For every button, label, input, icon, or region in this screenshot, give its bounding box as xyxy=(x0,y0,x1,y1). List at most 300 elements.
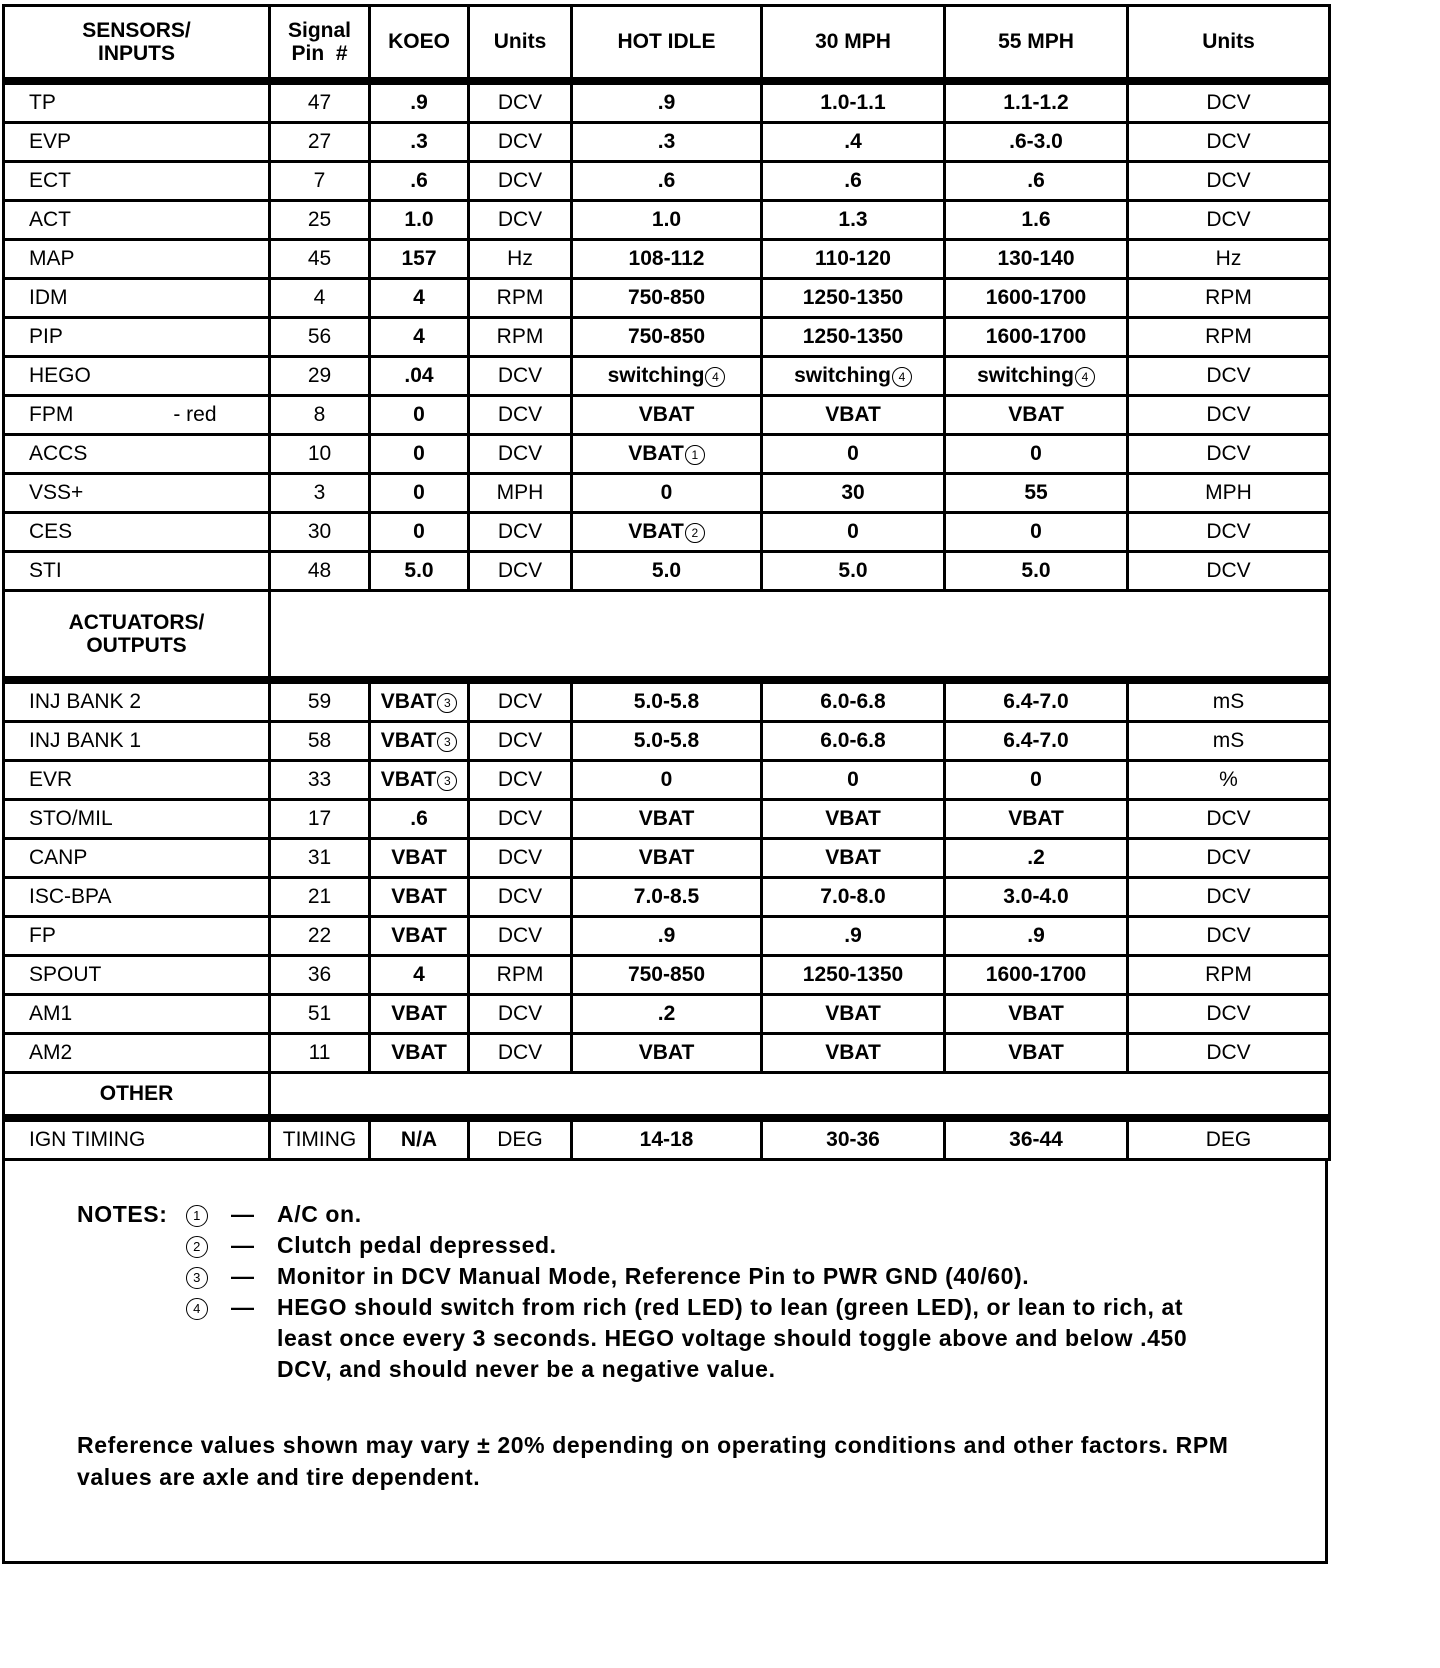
hot-idle-value-value: 0 xyxy=(660,768,673,792)
mph-30-value-value: 1250-1350 xyxy=(802,325,904,349)
units-2 xyxy=(1128,357,1330,396)
notes-heading-spacer xyxy=(77,1230,185,1261)
signal-pin-value: 4 xyxy=(313,286,326,310)
units xyxy=(469,396,572,435)
note-dash: — xyxy=(231,1201,255,1227)
note-text: Clutch pedal depressed. xyxy=(277,1232,557,1258)
mph-30-value xyxy=(762,81,945,123)
sensor-row xyxy=(4,240,1330,279)
mph-55-value xyxy=(945,81,1128,123)
hot-idle-value xyxy=(572,201,762,240)
mph-30-value xyxy=(762,800,945,839)
units-2 xyxy=(1128,917,1330,956)
units-value: DCV xyxy=(497,403,543,427)
signal-name-value: CES xyxy=(29,520,73,544)
mph-55-value-value: 0 xyxy=(1030,768,1042,792)
units-value: DCV xyxy=(497,690,543,714)
mph-30-value-value: 1250-1350 xyxy=(802,286,904,310)
hot-idle-value-value: switching xyxy=(607,364,705,388)
mph-55-value xyxy=(945,240,1128,279)
hot-idle-value xyxy=(572,162,762,201)
mph-55-value xyxy=(945,839,1128,878)
units-value: DCV xyxy=(497,846,543,870)
sensor-row xyxy=(4,552,1330,591)
header-signal-pin: Signal Pin # xyxy=(270,6,370,82)
hot-idle-value-value: 5.0 xyxy=(651,559,682,583)
units-value: DCV xyxy=(497,729,543,753)
mph-55-value xyxy=(945,800,1128,839)
mph-55-value-value: 0 xyxy=(1030,520,1042,544)
signal-pin-value: 56 xyxy=(307,325,332,349)
hot-idle-value xyxy=(572,800,762,839)
mph-30-value xyxy=(762,474,945,513)
mph-30-value xyxy=(762,201,945,240)
signal-pin xyxy=(270,435,370,474)
koeo-value-value: 4 xyxy=(413,963,425,987)
header-sensors-inputs: SENSORS/ INPUTS xyxy=(4,6,270,82)
hot-idle-value-value: VBAT xyxy=(628,442,684,466)
signal-name xyxy=(4,1118,270,1160)
signal-pin xyxy=(270,201,370,240)
signal-pin-value: 31 xyxy=(307,846,332,870)
sensor-rows xyxy=(4,81,1330,591)
units-2 xyxy=(1128,162,1330,201)
signal-pin-value: 7 xyxy=(313,169,326,193)
mph-30-value xyxy=(762,240,945,279)
wire-color-label: - red xyxy=(173,403,217,427)
note-item xyxy=(77,1199,1237,1230)
signal-pin-value: 51 xyxy=(307,1002,332,1026)
signal-pin-value: 59 xyxy=(307,690,332,714)
koeo-value xyxy=(370,552,469,591)
koeo-value-value: 4 xyxy=(413,325,425,349)
note-dash: — xyxy=(231,1294,255,1320)
signal-pin xyxy=(270,800,370,839)
signal-pin xyxy=(270,396,370,435)
note-text: Monitor in DCV Manual Mode, Reference Pin to PWR GND (40/60). xyxy=(277,1263,1030,1289)
hot-idle-value xyxy=(572,680,762,722)
units xyxy=(469,435,572,474)
mph-55-value xyxy=(945,435,1128,474)
units xyxy=(469,552,572,591)
mph-30-value xyxy=(762,680,945,722)
units-2-value: RPM xyxy=(1205,325,1252,349)
signal-name-value: ACCS xyxy=(29,442,88,466)
header-koeo: KOEO xyxy=(370,6,469,82)
units-2 xyxy=(1128,435,1330,474)
koeo-value-value: .3 xyxy=(410,130,428,154)
units-2-value: DCV xyxy=(1206,559,1251,583)
signal-name xyxy=(4,878,270,917)
signal-pin xyxy=(270,878,370,917)
signal-pin xyxy=(270,318,370,357)
notes-list xyxy=(77,1199,1237,1385)
units-2-value: RPM xyxy=(1205,963,1252,987)
signal-name xyxy=(4,761,270,800)
units-2-value: DEG xyxy=(1205,1128,1252,1152)
note-item xyxy=(77,1230,1237,1261)
signal-name-value: INJ BANK 1 xyxy=(29,729,142,753)
hot-idle-value xyxy=(572,474,762,513)
actuators-section-blank xyxy=(270,591,1330,681)
units xyxy=(469,956,572,995)
koeo-value-value: 4 xyxy=(413,286,425,310)
hot-idle-value-value: .9 xyxy=(657,924,676,948)
signal-name xyxy=(4,81,270,123)
units-2-value: DCV xyxy=(1206,364,1251,388)
units-value: DCV xyxy=(497,885,543,909)
hot-idle-value xyxy=(572,318,762,357)
notes-box xyxy=(2,1161,1328,1564)
hot-idle-value-value: 5.0-5.8 xyxy=(633,690,700,714)
mph-55-value-value: 0 xyxy=(1030,442,1042,466)
mph-55-value-value: 1600-1700 xyxy=(985,325,1087,349)
actuator-row xyxy=(4,878,1330,917)
signal-pin-value: 47 xyxy=(307,91,332,115)
mph-30-value xyxy=(762,1118,945,1160)
signal-name xyxy=(4,201,270,240)
mph-30-value xyxy=(762,318,945,357)
mph-30-value xyxy=(762,552,945,591)
koeo-value xyxy=(370,201,469,240)
units-2-value: DCV xyxy=(1206,442,1251,466)
units-2-value: Hz xyxy=(1215,247,1242,271)
hot-idle-value xyxy=(572,722,762,761)
signal-name xyxy=(4,357,270,396)
koeo-value-value: 1.0 xyxy=(404,208,434,232)
signal-pin-value: 8 xyxy=(313,403,326,427)
mph-55-value xyxy=(945,552,1128,591)
sensor-row xyxy=(4,81,1330,123)
units-value: DCV xyxy=(497,559,543,583)
signal-name-value: SPOUT xyxy=(29,963,102,987)
signal-name xyxy=(4,680,270,722)
hot-idle-value-value: VBAT xyxy=(628,520,684,544)
note-item xyxy=(77,1292,1237,1385)
koeo-value xyxy=(370,81,469,123)
mph-30-value-value: 30 xyxy=(841,481,865,505)
mph-55-value-value: 36-44 xyxy=(1009,1128,1063,1152)
hot-idle-value xyxy=(572,81,762,123)
signal-pin-value: 22 xyxy=(307,924,332,948)
signal-pin-value: 21 xyxy=(307,885,332,909)
koeo-value-value: VBAT xyxy=(391,885,447,909)
signal-name-value: FP xyxy=(29,924,56,948)
signal-name-value: HEGO xyxy=(29,364,91,388)
signal-pin-value: TIMING xyxy=(282,1128,357,1152)
mph-55-value xyxy=(945,513,1128,552)
signal-pin xyxy=(270,474,370,513)
hot-idle-value-value: 0 xyxy=(660,481,673,505)
note-dash: — xyxy=(231,1232,255,1258)
units-2 xyxy=(1128,761,1330,800)
actuator-row xyxy=(4,917,1330,956)
units-2 xyxy=(1128,240,1330,279)
koeo-value-value: 0 xyxy=(413,442,425,466)
hot-idle-value-value: 5.0-5.8 xyxy=(633,729,700,753)
mph-55-value xyxy=(945,680,1128,722)
actuators-section xyxy=(4,591,1330,681)
units-2-value: DCV xyxy=(1206,520,1251,544)
actuators-section-row xyxy=(4,591,1330,681)
mph-30-value xyxy=(762,435,945,474)
signal-pin-value: 27 xyxy=(307,130,332,154)
signal-pin-value: 33 xyxy=(307,768,332,792)
signal-name-value: ISC-BPA xyxy=(29,885,112,909)
sensor-row xyxy=(4,474,1330,513)
note-item xyxy=(77,1261,1237,1292)
signal-pin-value: 25 xyxy=(307,208,332,232)
units xyxy=(469,800,572,839)
note-3-marker-icon: 3 xyxy=(186,1267,208,1289)
units-value: DCV xyxy=(497,1041,543,1065)
header-55-mph: 55 MPH xyxy=(945,6,1128,82)
koeo-value xyxy=(370,279,469,318)
other-section-row xyxy=(4,1073,1330,1119)
koeo-value xyxy=(370,123,469,162)
units xyxy=(469,878,572,917)
signal-pin-value: 48 xyxy=(307,559,332,583)
signal-name-value: ACT xyxy=(29,208,71,232)
mph-55-value xyxy=(945,956,1128,995)
signal-pin xyxy=(270,839,370,878)
units-2-value: DCV xyxy=(1206,1041,1251,1065)
mph-55-value xyxy=(945,201,1128,240)
hot-idle-value xyxy=(572,123,762,162)
note-1-marker-icon: 1 xyxy=(685,445,705,465)
units xyxy=(469,123,572,162)
mph-30-value xyxy=(762,878,945,917)
signal-name-value: PIP xyxy=(29,325,63,349)
mph-30-value xyxy=(762,995,945,1034)
reference-values-sheet xyxy=(2,4,1328,1564)
note-marker xyxy=(185,1199,231,1230)
units xyxy=(469,839,572,878)
units-2 xyxy=(1128,318,1330,357)
header-hot-idle: HOT IDLE xyxy=(572,6,762,82)
units-2 xyxy=(1128,722,1330,761)
signal-name xyxy=(4,162,270,201)
mph-30-value xyxy=(762,162,945,201)
units-2 xyxy=(1128,474,1330,513)
units-2 xyxy=(1128,279,1330,318)
signal-name xyxy=(4,474,270,513)
signal-name-value: STO/MIL xyxy=(29,807,113,831)
mph-55-value xyxy=(945,162,1128,201)
units xyxy=(469,513,572,552)
signal-pin xyxy=(270,162,370,201)
signal-name-value: AM2 xyxy=(29,1041,73,1065)
notes-heading: NOTES: xyxy=(77,1201,168,1227)
header-units-2: Units xyxy=(1128,6,1330,82)
mph-30-value-value: 0 xyxy=(847,520,859,544)
actuator-row xyxy=(4,956,1330,995)
signal-name-value: IGN TIMING xyxy=(29,1128,146,1152)
hot-idle-value xyxy=(572,279,762,318)
signal-name xyxy=(4,1034,270,1073)
mph-30-value xyxy=(762,123,945,162)
mph-55-value-value: VBAT xyxy=(1008,403,1064,427)
notes-heading-spacer xyxy=(77,1261,185,1292)
koeo-value xyxy=(370,680,469,722)
hot-idle-value-value: 750-850 xyxy=(627,325,706,349)
signal-name xyxy=(4,839,270,878)
units-2-value: DCV xyxy=(1206,924,1251,948)
units-2 xyxy=(1128,552,1330,591)
signal-name xyxy=(4,279,270,318)
signal-name xyxy=(4,552,270,591)
signal-name-value: VSS+ xyxy=(29,481,84,505)
hot-idle-value xyxy=(572,1118,762,1160)
signal-pin-value: 30 xyxy=(307,520,332,544)
sensor-row xyxy=(4,201,1330,240)
mph-55-value-value: .2 xyxy=(1027,846,1045,870)
units xyxy=(469,81,572,123)
mph-30-value xyxy=(762,839,945,878)
actuator-row xyxy=(4,1034,1330,1073)
units-2-value: DCV xyxy=(1206,208,1251,232)
mph-55-value xyxy=(945,357,1128,396)
koeo-value-value: .9 xyxy=(410,91,428,115)
units xyxy=(469,279,572,318)
hot-idle-value-value: VBAT xyxy=(638,1041,695,1065)
koeo-value-value: .04 xyxy=(404,364,434,388)
units-value: DCV xyxy=(497,91,543,115)
signal-pin xyxy=(270,1118,370,1160)
mph-30-value-value: 5.0 xyxy=(838,559,868,583)
actuator-rows xyxy=(4,680,1330,1073)
hot-idle-value xyxy=(572,878,762,917)
koeo-value-value: 5.0 xyxy=(404,559,434,583)
mph-55-value-value: VBAT xyxy=(1008,1041,1064,1065)
mph-30-value-value: 0 xyxy=(847,768,859,792)
units-value: Hz xyxy=(507,247,533,271)
units-2-value: DCV xyxy=(1206,807,1251,831)
hot-idle-value xyxy=(572,995,762,1034)
units-value: DCV xyxy=(497,169,543,193)
hot-idle-value-value: 1.0 xyxy=(651,208,682,232)
signal-pin-value: 11 xyxy=(308,1041,331,1065)
mph-55-value-value: 1.6 xyxy=(1021,208,1051,232)
hot-idle-value xyxy=(572,956,762,995)
units-2 xyxy=(1128,201,1330,240)
other-section xyxy=(4,1073,1330,1119)
koeo-value xyxy=(370,956,469,995)
mph-30-value xyxy=(762,917,945,956)
mph-55-value xyxy=(945,474,1128,513)
note-1-marker-icon: 1 xyxy=(186,1205,208,1227)
units-2 xyxy=(1128,1118,1330,1160)
units xyxy=(469,474,572,513)
reference-values-table xyxy=(2,4,1331,1161)
units xyxy=(469,318,572,357)
koeo-value xyxy=(370,800,469,839)
signal-name-value: EVR xyxy=(29,768,73,792)
koeo-value-value: 0 xyxy=(413,481,425,505)
units-2-value: DCV xyxy=(1206,169,1251,193)
signal-name xyxy=(4,396,270,435)
mph-55-value-value: 1.1-1.2 xyxy=(1003,91,1069,115)
actuator-row xyxy=(4,995,1330,1034)
hot-idle-value-value: .9 xyxy=(657,91,676,115)
units-2-value: DCV xyxy=(1206,1002,1251,1026)
units-2-value: MPH xyxy=(1205,481,1252,505)
note-4-marker-icon: 4 xyxy=(892,367,912,387)
units-2 xyxy=(1128,513,1330,552)
units-2 xyxy=(1128,396,1330,435)
koeo-value xyxy=(370,513,469,552)
koeo-value-value: .6 xyxy=(410,807,428,831)
signal-pin-value: 3 xyxy=(313,481,326,505)
mph-55-value-value: VBAT xyxy=(1008,1002,1064,1026)
signal-pin xyxy=(270,956,370,995)
mph-55-value xyxy=(945,722,1128,761)
units-value: DCV xyxy=(497,208,543,232)
koeo-value-value: N/A xyxy=(400,1128,438,1152)
units-value: DCV xyxy=(497,130,543,154)
units xyxy=(469,1118,572,1160)
koeo-value-value: VBAT xyxy=(391,924,447,948)
signal-name xyxy=(4,917,270,956)
units-2-value: DCV xyxy=(1206,91,1251,115)
mph-55-value-value: 6.4-7.0 xyxy=(1003,690,1069,714)
signal-name-value: CANP xyxy=(29,846,88,870)
koeo-value-value: VBAT xyxy=(380,768,437,792)
sensor-row xyxy=(4,435,1330,474)
disclaimer-text: Reference values shown may vary ± 20% depending on operating conditions and other factors. RPM values are axle and tire dependent. xyxy=(77,1432,1229,1490)
mph-30-value-value: 1.0-1.1 xyxy=(820,91,886,115)
mph-55-value-value: 55 xyxy=(1024,481,1048,505)
signal-name xyxy=(4,722,270,761)
units-2-value: DCV xyxy=(1206,846,1251,870)
units-2 xyxy=(1128,995,1330,1034)
units-value: RPM xyxy=(496,963,544,987)
units xyxy=(469,680,572,722)
koeo-value xyxy=(370,240,469,279)
note-marker xyxy=(185,1292,231,1385)
units-2 xyxy=(1128,956,1330,995)
hot-idle-value xyxy=(572,240,762,279)
note-3-marker-icon: 3 xyxy=(437,693,457,713)
koeo-value xyxy=(370,839,469,878)
signal-name xyxy=(4,513,270,552)
signal-name xyxy=(4,995,270,1034)
other-rows xyxy=(4,1118,1330,1160)
mph-30-value-value: .4 xyxy=(844,130,862,154)
units-2 xyxy=(1128,81,1330,123)
koeo-value xyxy=(370,1118,469,1160)
units-2-value: % xyxy=(1219,768,1238,792)
mph-55-value-value: .9 xyxy=(1027,924,1045,948)
other-label: OTHER xyxy=(4,1073,270,1119)
mph-55-value xyxy=(945,761,1128,800)
mph-30-value-value: 30-36 xyxy=(826,1128,880,1152)
signal-name-value: FPM xyxy=(29,403,74,427)
koeo-value-value: .6 xyxy=(410,169,428,193)
signal-name-value: ECT xyxy=(29,169,71,193)
signal-name xyxy=(4,240,270,279)
mph-55-value-value: 1600-1700 xyxy=(985,963,1087,987)
notes-heading-spacer xyxy=(77,1292,185,1385)
mph-30-value-value: VBAT xyxy=(825,1041,881,1065)
koeo-value xyxy=(370,162,469,201)
signal-name xyxy=(4,123,270,162)
koeo-value xyxy=(370,878,469,917)
signal-pin xyxy=(270,761,370,800)
signal-name xyxy=(4,956,270,995)
mph-30-value xyxy=(762,357,945,396)
koeo-value-value: 157 xyxy=(401,247,437,271)
